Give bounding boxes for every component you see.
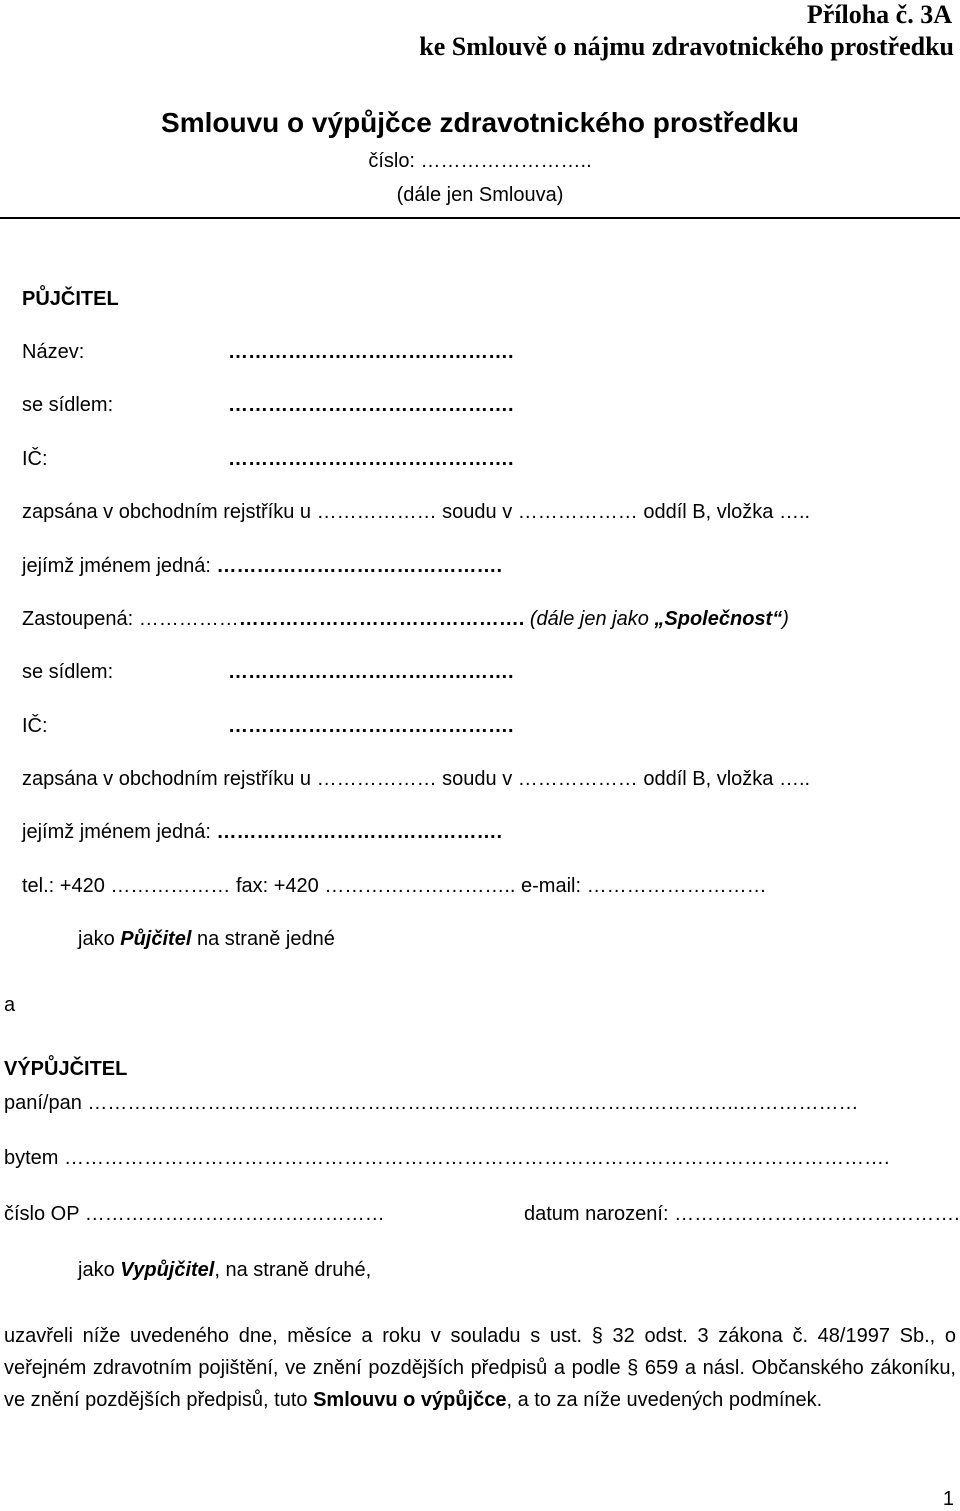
annex-label: Příloha č. 3A — [806, 0, 952, 29]
header-divider — [0, 217, 960, 219]
represented-note-suffix: ) — [782, 608, 789, 630]
lender-role-suffix: na straně jedné — [191, 928, 335, 950]
lender-acting — [22, 555, 502, 578]
lender-acting2-label: jejímž jménem jedná: — [22, 821, 211, 843]
lender-register: zapsána v obchodním rejstříku u ……………… soudu v ……………… oddíl B, vložka ….. — [22, 501, 811, 523]
borrower-heading: VÝPŮJČITEL — [4, 1058, 128, 1080]
company-term: „Společnost“ — [654, 608, 783, 630]
represented-note-prefix: (dále jen jako — [529, 608, 655, 630]
lender-contact: tel.: +420 ……………… fax: +420 ……………………….. e-mail: ……………………… — [22, 875, 767, 897]
borrower-role-term: Vypůjčitel — [120, 1259, 215, 1281]
contract-abbrev-note: (dále jen Smlouva) — [396, 184, 564, 206]
annex-subtitle: ke Smlouvě o nájmu zdravotnického prostředku — [419, 32, 954, 61]
lender-ic2-value: ……………………………………. — [228, 715, 514, 737]
lender-role-term: Půjčitel — [120, 928, 192, 950]
page-number: 1 — [942, 1488, 954, 1510]
borrower-role — [78, 1259, 371, 1282]
lender-ic-label: IČ: — [22, 448, 48, 470]
lender-represented-note — [530, 608, 789, 630]
agreement-text-part1: uzavřeli níže uvedeného dne, měsíce a roku v souladu s ust. § 32 odst. 3 zákona č. 48/1997 Sb., o veřejném zdravotním pojištění, ve znění pozdějších předpisů a podle § 659 a násl. Občanského zákoníku, ve znění pozdějších předpisů, tuto — [4, 1325, 956, 1411]
lender-ic-value: ……………………………………. — [228, 448, 514, 470]
borrower-id-card: číslo OP ……………………………………… — [4, 1203, 385, 1225]
conjunction-and: a — [4, 994, 16, 1016]
borrower-residence: bytem ……………………………………………………………………………………………………………. — [4, 1147, 890, 1169]
borrower-role-prefix: jako — [78, 1259, 121, 1281]
agreement-contract-term: Smlouvu o výpůjčce — [313, 1389, 507, 1411]
lender-acting2-value: ……………………………………. — [216, 821, 503, 843]
borrower-birth-date: datum narození: ……………………………………. — [524, 1203, 960, 1225]
borrower-role-suffix: , na straně druhé, — [214, 1259, 372, 1281]
lender-role-prefix: jako — [78, 928, 121, 950]
lender-ic2-label: IČ: — [22, 715, 48, 737]
lender-name-value: ……………………………………. — [228, 341, 514, 363]
lender-seat2-label: se sídlem: — [22, 661, 114, 683]
lender-seat-value: ……………………………………. — [228, 394, 514, 416]
lender-represented — [22, 608, 789, 631]
lender-role — [78, 928, 335, 951]
lender-acting-value: ……………………………………. — [216, 555, 503, 577]
lender-acting-label: jejímž jménem jedná: — [22, 555, 211, 577]
borrower-name: paní/pan ……………………………………………………………………………………..……………… — [4, 1092, 859, 1114]
agreement-paragraph — [4, 1320, 956, 1416]
agreement-text-part2: , a to za níže uvedených podmínek. — [506, 1389, 823, 1411]
lender-represented-label: Zastoupená: …………… — [22, 608, 239, 630]
lender-name-label: Název: — [22, 341, 85, 363]
contract-number: číslo: …………………….. — [368, 150, 592, 172]
lender-acting2 — [22, 821, 502, 844]
lender-seat2-value: ……………………………………. — [228, 661, 514, 683]
lender-register2: zapsána v obchodním rejstříku u ……………… soudu v ……………… oddíl B, vložka ….. — [22, 768, 811, 790]
lender-seat-label: se sídlem: — [22, 394, 114, 416]
page-title: Smlouvu o výpůjčce zdravotnického prostředku — [161, 107, 799, 138]
lender-represented-value: ……………………………………. — [238, 608, 525, 630]
lender-heading: PŮJČITEL — [22, 288, 119, 310]
